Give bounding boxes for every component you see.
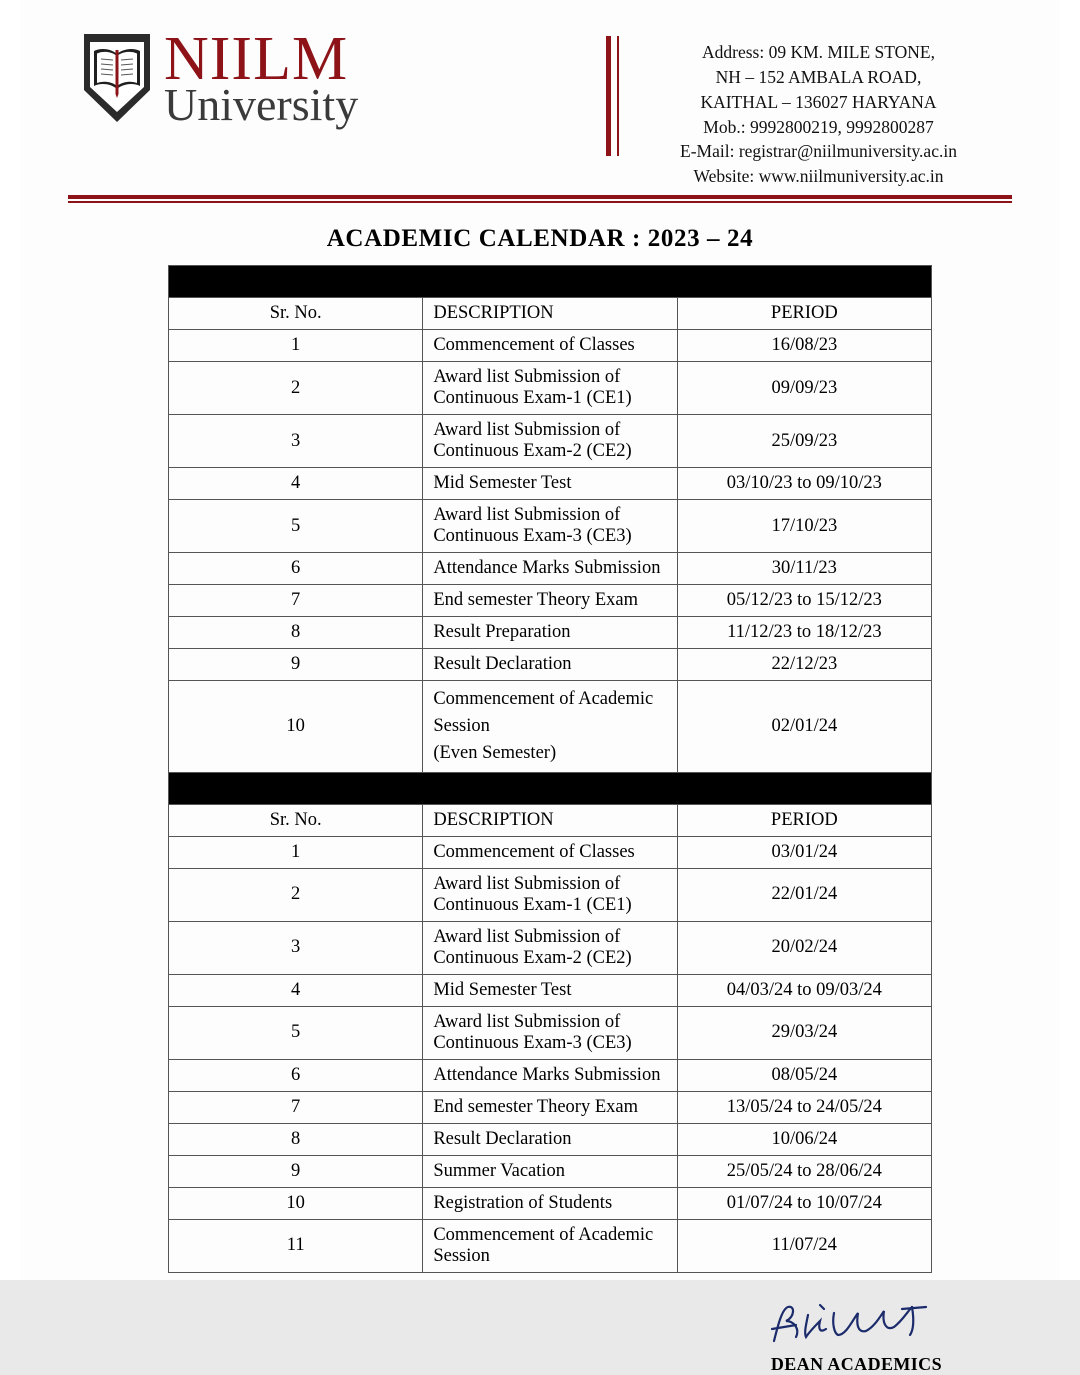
cell-sr: 8 — [169, 1123, 423, 1155]
cell-sr: 1 — [169, 836, 423, 868]
calendar-table-wrapper — [20, 265, 1060, 1272]
address-block — [637, 30, 1000, 189]
cell-sr: 4 — [169, 974, 423, 1006]
address-line: NH – 152 AMBALA ROAD, — [715, 66, 922, 87]
signature-image — [762, 1299, 942, 1351]
page-title: ACADEMIC CALENDAR : 2023 – 24 — [326, 225, 754, 253]
cell-period: 02/01/24 — [677, 681, 931, 772]
cell-description: Summer Vacation — [423, 1155, 677, 1187]
cell-description: Award list Submission of Continuous Exam-2 (CE2) — [423, 921, 677, 974]
cell-sr: 5 — [169, 1006, 423, 1059]
cell-description: Attendance Marks Submission — [423, 553, 677, 585]
logo-name-secondary: University — [164, 78, 359, 130]
cell-description: Commencement of Classes — [423, 836, 677, 868]
cell-period: 10/06/24 — [677, 1123, 931, 1155]
cell-sr: 7 — [169, 1091, 423, 1123]
column-header-sr: Sr. No. — [169, 804, 423, 836]
table-row — [169, 500, 932, 553]
cell-sr: 10 — [169, 1187, 423, 1219]
table-row — [169, 415, 932, 468]
table-row — [169, 681, 932, 772]
table-header-row — [169, 298, 932, 330]
table-row — [169, 1006, 932, 1059]
table-row — [169, 1219, 932, 1272]
cell-period: 25/05/24 to 28/06/24 — [677, 1155, 931, 1187]
cell-description: Commencement of Academic Session — [423, 1219, 677, 1272]
table-row — [169, 553, 932, 585]
table-row — [169, 585, 932, 617]
signature-label: DEAN ACADEMICS — [770, 1353, 942, 1374]
table-row — [169, 974, 932, 1006]
cell-description: Attendance Marks Submission — [423, 1059, 677, 1091]
semester-band — [169, 772, 932, 804]
cell-description: Mid Semester Test — [423, 468, 677, 500]
cell-sr: 2 — [169, 362, 423, 415]
letterhead — [20, 0, 1060, 189]
cell-description: Result Declaration — [423, 649, 677, 681]
semester-band — [169, 266, 932, 298]
cell-description: Mid Semester Test — [423, 974, 677, 1006]
cell-period: 29/03/24 — [677, 1006, 931, 1059]
table-row — [169, 836, 932, 868]
cell-sr: 6 — [169, 1059, 423, 1091]
cell-period: 17/10/23 — [677, 500, 931, 553]
column-header-sr: Sr. No. — [169, 298, 423, 330]
table-row — [169, 1123, 932, 1155]
cell-sr: 10 — [169, 681, 423, 772]
cell-description: Award list Submission of Continuous Exam-3 (CE3) — [423, 500, 677, 553]
table-row — [169, 1091, 932, 1123]
table-row — [169, 921, 932, 974]
document-sheet — [20, 0, 1060, 1374]
table-row — [169, 1059, 932, 1091]
address-line: KAITHAL – 136027 HARYANA — [700, 91, 937, 112]
cell-description: End semester Theory Exam — [423, 1091, 677, 1123]
cell-period: 22/01/24 — [677, 868, 931, 921]
column-header-description: DESCRIPTION — [423, 804, 677, 836]
cell-period: 08/05/24 — [677, 1059, 931, 1091]
cell-period: 13/05/24 to 24/05/24 — [677, 1091, 931, 1123]
cell-sr: 8 — [169, 617, 423, 649]
letterhead-divider-thin — [617, 36, 619, 156]
cell-description: End semester Theory Exam — [423, 585, 677, 617]
table-row — [169, 1187, 932, 1219]
cell-period: 25/09/23 — [677, 415, 931, 468]
address-line-email: E-Mail: registrar@niilmuniversity.ac.in — [680, 141, 957, 162]
table-row — [169, 649, 932, 681]
cell-description: Award list Submission of Continuous Exam-1 (CE1) — [423, 868, 677, 921]
address-line: Address: 09 KM. MILE STONE, — [701, 42, 935, 62]
open-book-logo-icon — [80, 32, 154, 124]
table-row — [169, 330, 932, 362]
university-logo — [80, 25, 600, 130]
cell-period: 11/12/23 to 18/12/23 — [677, 617, 931, 649]
cell-period: 11/07/24 — [677, 1219, 931, 1272]
column-header-description: DESCRIPTION — [423, 298, 677, 330]
cell-period: 01/07/24 to 10/07/24 — [677, 1187, 931, 1219]
cell-period: 09/09/23 — [677, 362, 931, 415]
cell-period: 05/12/23 to 15/12/23 — [677, 585, 931, 617]
cell-period: 22/12/23 — [677, 649, 931, 681]
cell-sr: 7 — [169, 585, 423, 617]
table-header-row — [169, 804, 932, 836]
cell-sr: 9 — [169, 649, 423, 681]
cell-description: Registration of Students — [423, 1187, 677, 1219]
cell-sr: 9 — [169, 1155, 423, 1187]
cell-description: Award list Submission of Continuous Exam-1 (CE1) — [423, 362, 677, 415]
university-name — [164, 25, 359, 130]
rule-thin — [68, 201, 1012, 203]
letterhead-rule — [20, 195, 1060, 203]
semester-band-label: ODD SEMESTER — [169, 266, 932, 298]
cell-period: 03/01/24 — [677, 836, 931, 868]
cell-sr: 11 — [169, 1219, 423, 1272]
address-line-website: Website: www.niilmuniversity.ac.in — [693, 166, 944, 187]
cell-description: Result Declaration — [423, 1123, 677, 1155]
column-header-period: PERIOD — [677, 298, 931, 330]
semester-band-label: EVEN SEMESTER — [169, 772, 932, 804]
cell-sr: 4 — [169, 468, 423, 500]
academic-calendar-table — [168, 265, 932, 1272]
cell-sr: 3 — [169, 921, 423, 974]
cell-description: Commencement of Academic Session (Even Semester) — [423, 681, 677, 772]
table-row — [169, 468, 932, 500]
letterhead-divider-thick — [606, 36, 611, 156]
cell-sr: 5 — [169, 500, 423, 553]
cell-description: Award list Submission of Continuous Exam-3 (CE3) — [423, 1006, 677, 1059]
cell-description: Award list Submission of Continuous Exam-2 (CE2) — [423, 415, 677, 468]
cell-sr: 6 — [169, 553, 423, 585]
signature-area — [20, 1299, 1060, 1375]
cell-period: 30/11/23 — [677, 553, 931, 585]
cell-period: 20/02/24 — [677, 921, 931, 974]
cell-sr: 1 — [169, 330, 423, 362]
address-line-mobile: Mob.: 9992800219, 9992800287 — [703, 116, 934, 137]
table-row — [169, 617, 932, 649]
rule-thick — [68, 195, 1012, 199]
table-row — [169, 362, 932, 415]
cell-description: Commencement of Classes — [423, 330, 677, 362]
cell-description: Result Preparation — [423, 617, 677, 649]
cell-sr: 2 — [169, 868, 423, 921]
logo-name-primary: NIILM — [164, 25, 349, 93]
table-row — [169, 1155, 932, 1187]
cell-sr: 3 — [169, 415, 423, 468]
column-header-period: PERIOD — [677, 804, 931, 836]
table-row — [169, 868, 932, 921]
cell-period: 04/03/24 to 09/03/24 — [677, 974, 931, 1006]
cell-period: 03/10/23 to 09/10/23 — [677, 468, 931, 500]
cell-period: 16/08/23 — [677, 330, 931, 362]
